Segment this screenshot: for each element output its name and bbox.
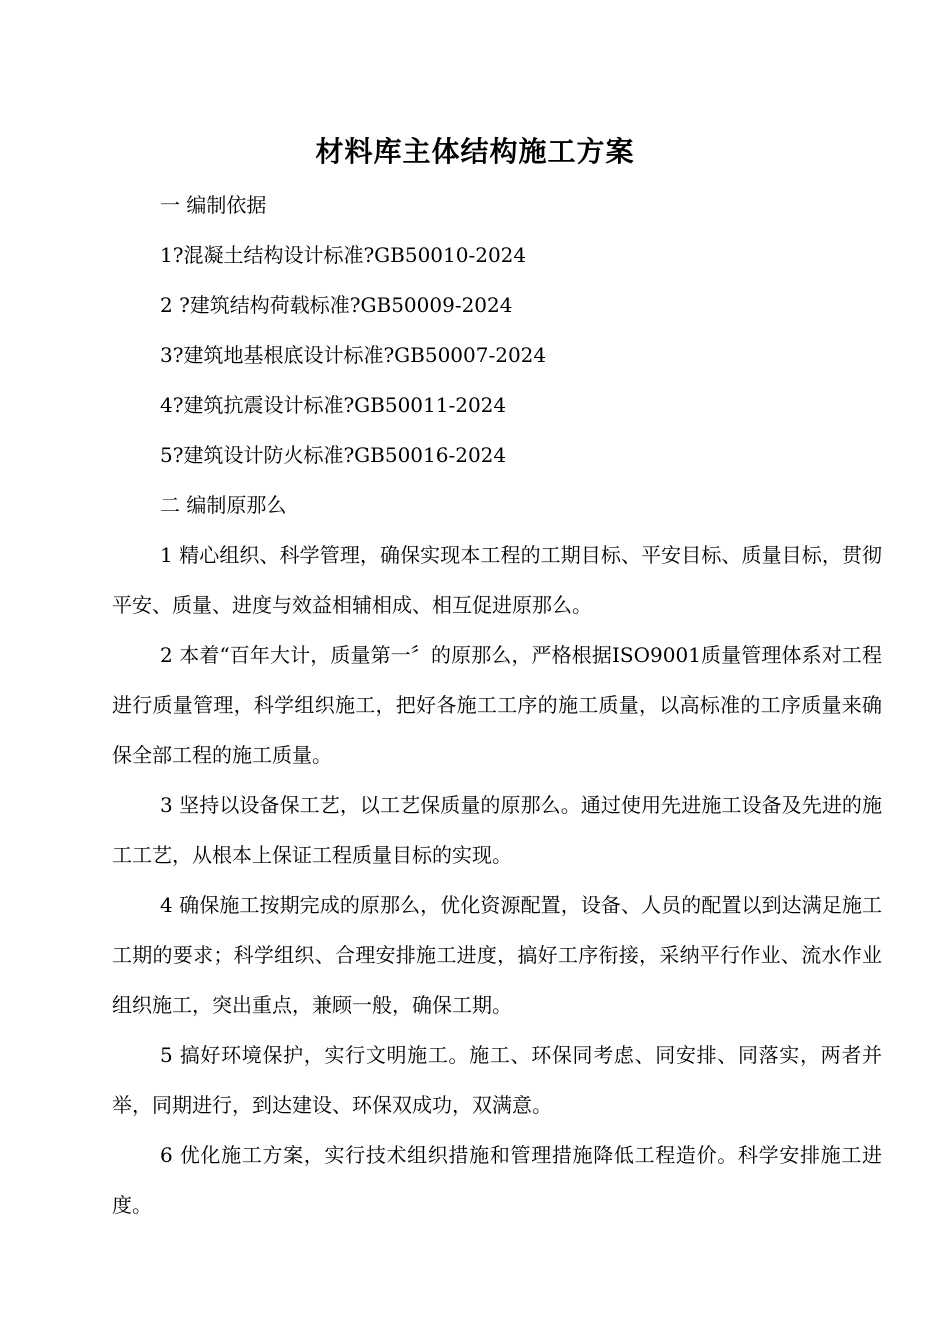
document-title: 材料库主体结构施工方案: [315, 135, 635, 168]
principle-paragraph-5: 5 搞好环境保护，实行文明施工。施工、环保同考虑、同安排、同落实，两者并举，同期进行，到达建设、环保双成功，双满意。: [112, 1043, 882, 1117]
section-heading-basis: 一 编制依据: [160, 193, 267, 217]
basis-item-4: 4?建筑抗震设计标准?GB50011-2024: [160, 393, 507, 417]
basis-item-1: 1?混凝土结构设计标准?GB50010-2024: [160, 243, 527, 267]
basis-item-5: 5?建筑设计防火标准?GB50016-2024: [160, 443, 507, 467]
principle-paragraph-6: 6 优化施工方案，实行技术组织措施和管理措施降低工程造价。科学安排施工进度。: [112, 1143, 882, 1217]
principle-paragraph-1: 1 精心组织、科学管理，确保实现本工程的工期目标、平安目标、质量目标，贯彻平安、质量、进度与效益相辅相成、相互促进原那么。: [112, 543, 882, 617]
basis-item-2: 2 ?建筑结构荷载标准?GB50009-2024: [160, 293, 513, 317]
basis-item-3: 3?建筑地基根底设计标准?GB50007-2024: [160, 343, 547, 367]
principle-paragraph-4: 4 确保施工按期完成的原那么，优化资源配置，设备、人员的配置以到达满足施工工期的要求；科学组织、合理安排施工进度，搞好工序衔接，采纳平行作业、流水作业组织施工，突出重点，兼顾一般，确保工期。: [112, 893, 882, 1017]
section-heading-principles: 二 编制原那么: [160, 493, 287, 517]
principle-paragraph-3: 3 坚持以设备保工艺，以工艺保质量的原那么。通过使用先进施工设备及先进的施工工艺，从根本上保证工程质量目标的实现。: [112, 793, 882, 867]
document-body: [112, 180, 882, 1230]
principle-paragraph-2: 2 本着“百年大计，质量第一〞的原那么，严格根据ISO9001质量管理体系对工程进行质量管理，科学组织施工，把好各施工工序的施工质量，以高标准的工序质量来确保全部工程的施工质量。: [112, 643, 882, 767]
